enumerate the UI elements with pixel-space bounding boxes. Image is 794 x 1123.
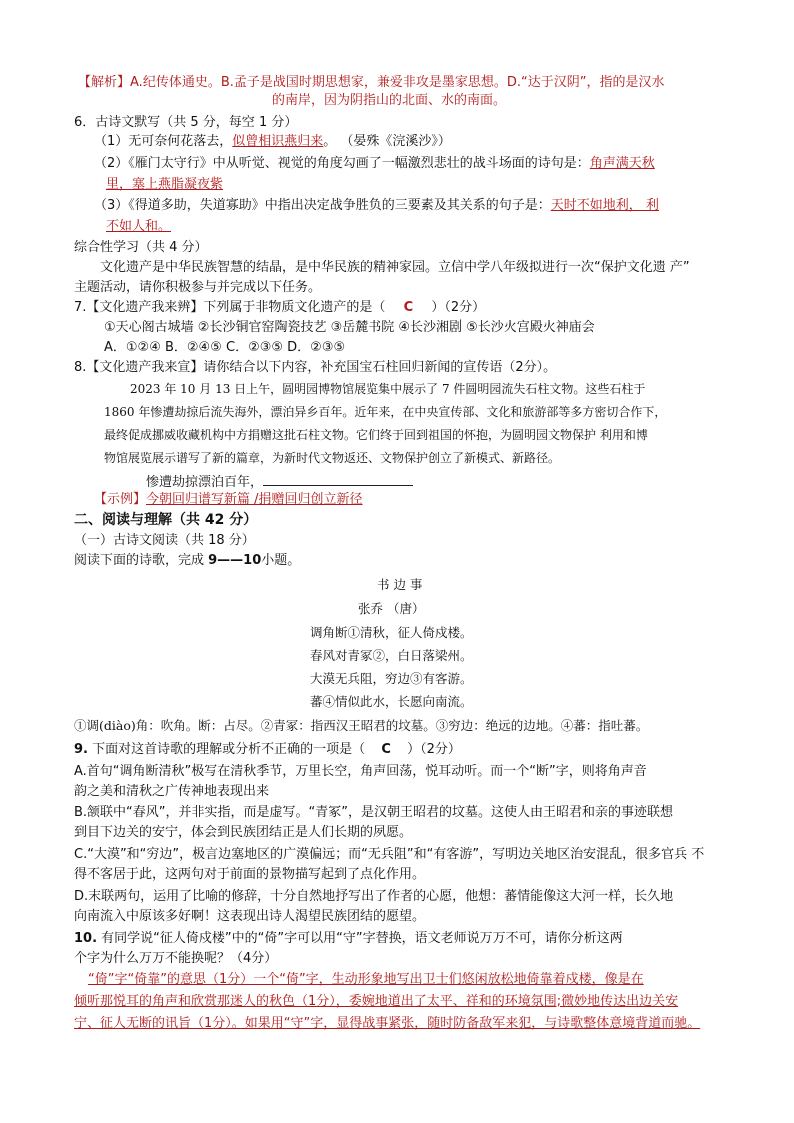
poem-line-1: 调角断①清秋，征人倚戍楼。 bbox=[310, 625, 473, 640]
q10-number: 10. bbox=[74, 931, 98, 946]
comp-intro-1: 文化遗产是中华民族智慧的结晶，是中华民族的精神家园。立信中学八年级拟进行一次“保护文化遗 产” bbox=[100, 260, 690, 275]
q10-stem-1 bbox=[74, 930, 623, 948]
q7-stem-prefix: 7.【文化遗产我来辨】下列属于非物质文化遗产的是（ bbox=[74, 300, 386, 315]
q8-example-tag: 【示例】 bbox=[94, 492, 147, 507]
q8-passage-2: 1860 年惨遭劫掠后流失海外，漂泊异乡百年。近年来，在中央宣传部、文化和旅游部等多方密切合作下， bbox=[104, 405, 667, 419]
q7-answer: C bbox=[403, 300, 414, 315]
q8-passage-4: 物馆展览展示谱写了新的篇章，为新时代文物返还、文物保护创立了新模式、新路径。 bbox=[104, 451, 561, 465]
q9-stem-prefix: 下面对这首诗歌的理解或分析不正确的一项是（ bbox=[87, 742, 366, 757]
q6-s3-prefix: （3）《得道多助，失道寡助》中指出决定战争胜负的三要素及其关系的句子是： bbox=[94, 198, 551, 213]
part2-instr-suffix: 小题。 bbox=[261, 553, 301, 568]
q7-stem bbox=[74, 299, 485, 317]
q9-option-d-1: D.末联两句，运用了比喻的修辞，十分自然地抒写出了作者的心愿，他想：蕃情能像这大河一样，长久地 bbox=[74, 889, 674, 904]
q6-s2-answer-a: 角声满天秋 bbox=[589, 156, 655, 171]
q8-answer-blank[interactable] bbox=[263, 471, 413, 486]
poem-line-3: 大漠无兵阻，穷边③有客游。 bbox=[310, 671, 473, 686]
q7-options: A．①②④ B．②④⑤ C．②③⑤ D．②③⑤ bbox=[104, 340, 346, 355]
q8-passage-1: 2023 年 10 月 13 日上午，圆明园博物馆展览集中展示了 7 件圆明园流失石柱文物。这些石柱于 bbox=[130, 382, 646, 396]
comp-intro-2: 主题活动，请你积极参与并完成以下任务。 bbox=[74, 280, 322, 295]
analysis-line-2: 的南岸，因为阴指山的北面、水的南面。 bbox=[272, 93, 507, 108]
q9-option-b-1: B.颔联中“春风”，并非实指，而是虚写。“青冢”，是汉朝王昭君的坟墓。这使人由王昭君和亲的事迹联想 bbox=[74, 805, 673, 820]
q9-answer: C bbox=[381, 742, 391, 757]
poem-line-4: 蕃④情似此水，长愿向南流。 bbox=[310, 694, 473, 709]
comp-title: 综合性学习（共 4 分） bbox=[74, 240, 208, 255]
part2-instruction bbox=[74, 552, 300, 570]
q8-example-text: 今朝回归谱写新篇 /捐赠回归创立新径 bbox=[146, 492, 363, 507]
q6-sentence-3 bbox=[94, 197, 659, 215]
q9-stem-suffix: ）（2分） bbox=[407, 742, 461, 757]
q6-s1-suffix: 。 （晏殊《浣溪沙》） bbox=[323, 134, 451, 149]
analysis-line-1 bbox=[78, 74, 664, 92]
q9-option-a-1: A.首句“调角断清秋”极写在清秋季节，万里长空，角声回荡，悦耳动听。而一个“断”字，则将角声音 bbox=[74, 764, 647, 779]
q7-items: ①天心阁古城墙 ②长沙铜官窑陶瓷技艺 ③岳麓书院 ④长沙湘剧 ⑤长沙火宫殿火神庙会 bbox=[104, 320, 595, 335]
q6-sentence-2 bbox=[94, 155, 655, 173]
q9-option-b-2: 到目下边关的安宁，体会到民族团结正是人们长期的夙愿。 bbox=[74, 825, 413, 840]
part2-instr-prefix: 阅读下面的诗歌，完成 bbox=[74, 553, 209, 568]
q10-stem-text-1: 有同学说“征人倚戍楼”中的“倚”字可以用“守”字替换，语文老师说万万不可，请你分析这两 bbox=[97, 931, 623, 946]
part2-subtitle: （一）古诗文阅读（共 18 分） bbox=[74, 533, 255, 548]
q8-fill-line bbox=[146, 471, 413, 492]
q8-fill-prompt: 惨遭劫掠漂泊百年， bbox=[146, 475, 264, 490]
poem-notes: ①调(diào)角：吹角。断：占尽。②青冢：指西汉王昭君的坟墓。③穷边：绝远的边地。④蕃：指吐蕃。 bbox=[74, 718, 649, 733]
q9-option-d-2: 向南流入中原该多好啊！这表现出诗人渴望民族团结的愿望。 bbox=[74, 909, 426, 924]
q6-s3-answer-b: 不如人和。 bbox=[106, 219, 172, 234]
q6-s2-answer-b: 里，塞上燕脂凝夜紫 bbox=[106, 177, 224, 192]
part2-title: 二、阅读与理解（共 42 分） bbox=[74, 512, 258, 528]
q6-s1-prefix: （1）无可奈何花落去， bbox=[94, 134, 233, 149]
q6-s2-prefix: （2）《雁门太守行》中从听觉、视觉的角度勾画了一幅激烈悲壮的战斗场面的诗句是： bbox=[94, 156, 590, 171]
q10-answer-2: 倾听那悦耳的角声和欣赏那迷人的秋色（1分），委婉地道出了太平、祥和的环境氛围;微妙地传达出边关安 bbox=[74, 994, 679, 1009]
q10-answer-3: 宁、征人无断的讯旨（1分）。如果用“守”字，显得战事紧张，随时防备敌军来犯，与诗歌整体意境背道而驰。 bbox=[74, 1016, 701, 1031]
q6-title: 6．古诗文默写（共 5 分，每空 1 分） bbox=[74, 115, 298, 130]
q8-example bbox=[94, 491, 363, 509]
q9-option-c-1: C.“大漠”和“穷边”，极言边塞地区的广漠偏远；而“无兵阻”和“有客游”，写明边关地区治安混乱，很多官兵 不 bbox=[74, 847, 705, 862]
q7-stem-suffix: ）（2分） bbox=[431, 300, 486, 315]
analysis-tag: 【解析】 bbox=[78, 75, 131, 90]
q8-passage-3: 最终促成挪威收藏机构中方捐赠这批石柱文物。它们终于回到祖国的怀抱，为圆明园文物保护 利用和博 bbox=[104, 428, 648, 442]
q10-answer-1: “倚”字“倚靠”的意思（1分）一个“倚”字，生动形象地写出卫士们悠闲放松地倚靠着戍楼，像是在 bbox=[88, 972, 644, 987]
q6-sentence-1 bbox=[94, 133, 451, 151]
part2-instr-range: 9——10 bbox=[208, 553, 262, 568]
poem-author: 张乔 （唐） bbox=[358, 601, 425, 616]
q9-option-a-2: 韵之美和清秋之广传神地表现出来 bbox=[74, 784, 270, 799]
q8-stem: 8.【文化遗产我来宣】请你结合以下内容，补充国宝石柱回归新闻的宣传语（2分）。 bbox=[74, 360, 557, 375]
q9-option-c-2: 得不客居于此，这两句对于前面的景物描写起到了点化作用。 bbox=[74, 867, 426, 882]
q9-stem bbox=[74, 741, 461, 759]
q6-s3-answer-a: 天时不如地利， 利 bbox=[550, 198, 659, 213]
poem-title: 书 边 事 bbox=[377, 577, 423, 592]
q6-s1-answer: 似曾相识燕归来 bbox=[232, 134, 324, 149]
q10-stem-2: 个字为什么万万不能换呢？（4分） bbox=[74, 951, 278, 966]
analysis-text-1: A.纪传体通史。B.孟子是战国时期思想家，兼爱非攻是墨家思想。D.“达于汉阴”，指的是汉水 bbox=[130, 75, 665, 90]
q9-number: 9. bbox=[74, 742, 88, 757]
poem-line-2: 春风对青冢②，白日落梁州。 bbox=[310, 648, 473, 663]
